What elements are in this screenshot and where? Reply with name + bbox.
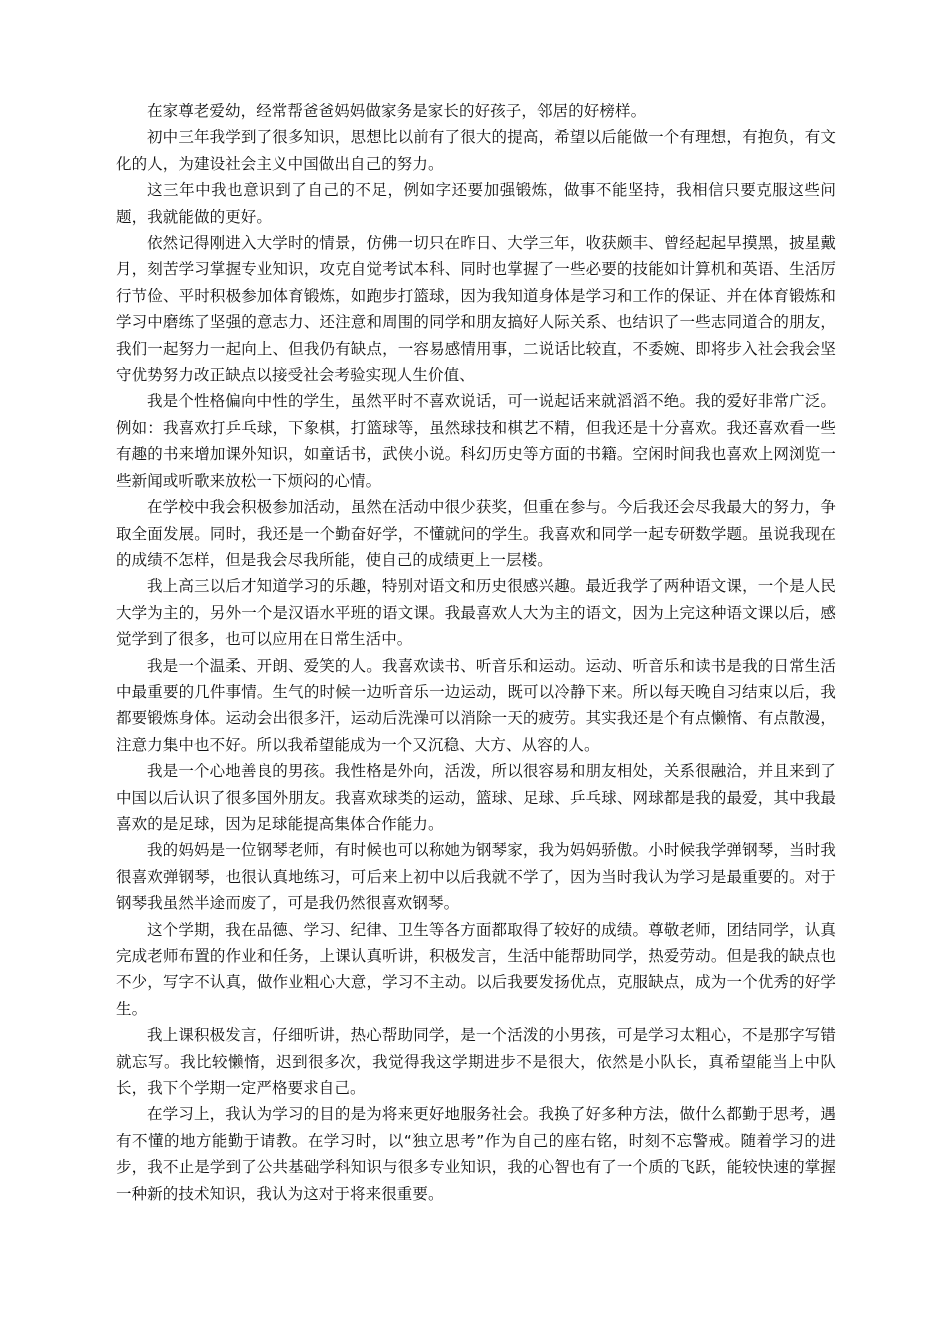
paragraph-1: 在家尊老爱幼，经常帮爸爸妈妈做家务是家长的好孩子，邻居的好榜样。	[147, 102, 647, 120]
paragraph-7: 我上高三以后才知道学习的乐趣，特别对语文和历史很感兴趣。最近我学了两种语文课，一个是人民大学为主的，另外一个是汉语水平班的语文课。我最喜欢人大为主的语文，因为上完这种语文课以后，感觉学到了很多，也可以应用在日常生活中。	[116, 577, 836, 649]
paragraph-10: 我的妈妈是一位钢琴老师，有时候也可以称她为钢琴家，我为妈妈骄傲。小时候我学弹钢琴，当时我很喜欢弹钢琴，也很认真地练习，可后来上初中以后我就不学了，因为当时我认为学习是最重要的。对于钢琴我虽然半途而废了，可是我仍然很喜欢钢琴。	[116, 841, 836, 913]
document-body	[116, 98, 836, 1207]
paragraph-9: 我是一个心地善良的男孩。我性格是外向，活泼，所以很容易和朋友相处，关系很融洽，并且来到了中国以后认识了很多国外朋友。我喜欢球类的运动，篮球、足球、乒乓球、网球都是我的最爱，其中我最喜欢的是足球，因为足球能提高集体合作能力。	[116, 762, 836, 833]
paragraph-8: 我是一个温柔、开朗、爱笑的人。我喜欢读书、听音乐和运动。运动、听音乐和读书是我的日常生活中最重要的几件事情。生气的时候一边听音乐一边运动，既可以冷静下来。所以每天晚自习结束以后，我都要锻炼身体。运动会出很多汗，运动后洗澡可以消除一天的疲劳。其实我还是个有点懒惰、有点散漫，注意力集中也不好。所以我希望能成为一个又沉稳、大方、从容的人。	[116, 656, 836, 754]
paragraph-13: 在学习上，我认为学习的目的是为将来更好地服务社会。我换了好多种方法，做什么都勤于思考，遇有不懂的地方能勤于请教。在学习时，以“独立思考”作为自己的座右铭，时刻不忘警戒。随着学习的进步，我不止是学到了公共基础学科知识与很多专业知识，我的心智也有了一个质的飞跃，能较快速的掌握一种新的技术知识，我认为这对于将来很重要。	[116, 1105, 836, 1203]
paragraph-2: 初中三年我学到了很多知识，思想比以前有了很大的提高，希望以后能做一个有理想，有抱负，有文化的人，为建设社会主义中国做出自己的努力。	[116, 128, 836, 173]
paragraph-3: 这三年中我也意识到了自己的不足，例如字还要加强锻炼，做事不能坚持，我相信只要克服这些问题，我就能做的更好。	[116, 181, 836, 226]
paragraph-12: 我上课积极发言，仔细听讲，热心帮助同学，是一个活泼的小男孩，可是学习太粗心，不是那字写错就忘写。我比较懒惰，迟到很多次，我觉得我这学期进步不是很大，依然是小队长，真希望能当上中队长，我下个学期一定严格要求自己。	[116, 1026, 836, 1098]
paragraph-4: 依然记得刚进入大学时的情景，仿佛一切只在昨日、大学三年，收获颇丰、曾经起起早摸黑，披星戴月，刻苦学习掌握专业知识，攻克自觉考试本科、同时也掌握了一些必要的技能如计算机和英语、生活厉行节俭、平时积极参加体育锻炼，如跑步打篮球，因为我知道身体是学习和工作的保证、并在体育锻炼和学习中磨练了坚强的意志力、还注意和周围的同学和朋友搞好人际关系、也结识了一些志同道合的朋友，我们一起努力一起向上、但我仍有缺点，一容易感情用事，二说话比较直，不委婉、即将步入社会我会坚守优势努力改正缺点以接受社会考验实现人生价值、	[116, 234, 836, 385]
paragraph-6: 在学校中我会积极参加活动，虽然在活动中很少获奖，但重在参与。今后我还会尽我最大的努力，争取全面发展。同时，我还是一个勤奋好学，不懂就问的学生。我喜欢和同学一起专研数学题。虽说我现在的成绩不怎样，但是我会尽我所能，使自己的成绩更上一层楼。	[116, 498, 836, 569]
paragraph-11: 这个学期，我在品德、学习、纪律、卫生等各方面都取得了较好的成绩。尊敬老师，团结同学，认真完成老师布置的作业和任务，上课认真听讲，积极发言，生活中能帮助同学，热爱劳动。但是我的缺点也不少，写字不认真，做作业粗心大意，学习不主动。以后我要发扬优点，克服缺点，成为一个优秀的好学生。	[116, 920, 836, 1018]
paragraph-5: 我是个性格偏向中性的学生，虽然平时不喜欢说话，可一说起话来就滔滔不绝。我的爱好非常广泛。例如：我喜欢打乒乓球，下象棋，打篮球等，虽然球技和棋艺不精，但我还是十分喜欢。我还喜欢看一些有趣的书来增加课外知识，如童话书，武侠小说。科幻历史等方面的书籍。空闲时间我也喜欢上网浏览一些新闻或听歌来放松一下烦闷的心情。	[116, 392, 836, 490]
